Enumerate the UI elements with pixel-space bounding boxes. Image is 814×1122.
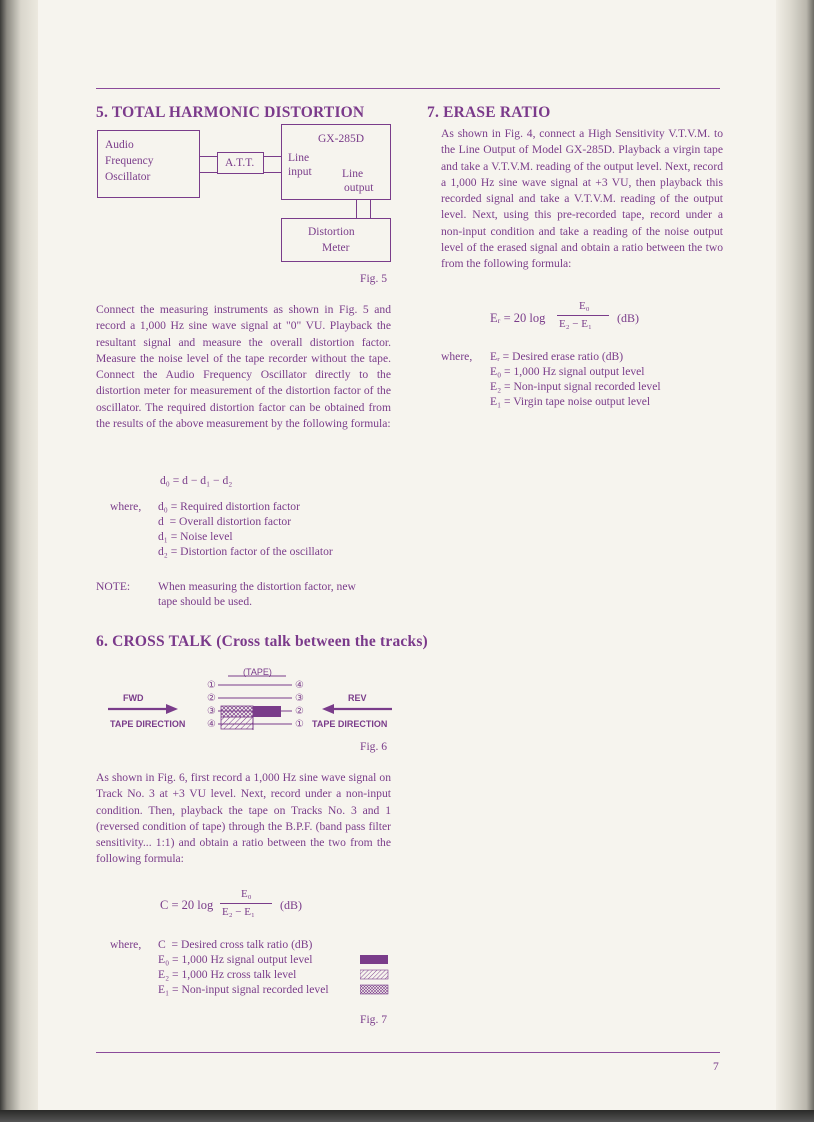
sec7-formula-lhs: Eᵣ = 20 log xyxy=(490,311,546,325)
fig7-caption: Fig. 7 xyxy=(360,1013,388,1026)
device-label: GX-285D xyxy=(318,133,364,145)
tape-label: (TAPE) xyxy=(243,667,272,677)
section-6-title: 6. CROSS TALK (Cross talk between the tracks) xyxy=(96,633,428,650)
sec6-def-1: E₀ = 1,000 Hz signal output level xyxy=(158,953,313,966)
line-input-1: Line xyxy=(288,152,310,164)
sec7-formula-den: E₂ − E₁ xyxy=(559,318,592,330)
line-output-2: output xyxy=(344,182,374,194)
right-num-4: ① xyxy=(295,719,304,730)
sec5-def-2: d₁ = Noise level xyxy=(158,530,233,543)
sec5-paragraph: Connect the measuring instruments as shown in Fig. 5 and record a 1,000 Hz sine wave signal at "0" VU. Playback the resultant signal and measure the overall distortion factor. Measure the noise level of the tape recorder without the tape. Connect the Audio Frequency Oscillator directly to the distortion meter for measurement of the distortion factor of the oscillator. The required distortion factor can be obtained from the results of the above measurement by the following formula: xyxy=(96,303,391,431)
att-label: A.T.T. xyxy=(225,157,255,169)
sec5-where: where, xyxy=(110,500,142,513)
right-num-2: ③ xyxy=(295,693,304,704)
line-output-1: Line xyxy=(342,168,364,180)
wire-dev-meter-1 xyxy=(356,199,357,218)
note-line-1: When measuring the distortion factor, new xyxy=(158,580,356,593)
sec5-formula: d₀ = d − d₁ − d₂ xyxy=(160,474,233,487)
note-line-2: tape should be used. xyxy=(158,595,253,608)
rev-label: REV xyxy=(348,693,367,703)
meter-label-1: Distortion xyxy=(308,226,355,238)
bottom-edge xyxy=(0,1110,814,1122)
meter-box xyxy=(281,218,391,262)
wire-dev-meter-2 xyxy=(370,199,371,218)
sec5-def-0: d₀ = Required distortion factor xyxy=(158,500,300,513)
sec6-formula-den: E₂ − E₁ xyxy=(222,906,255,918)
sec7-def-3: E₁ = Virgin tape noise output level xyxy=(490,395,651,408)
att-box xyxy=(217,152,264,174)
left-num-2: ② xyxy=(207,693,216,704)
tape-direction-left: TAPE DIRECTION xyxy=(110,719,186,729)
sec7-def-2: E₂ = Non-input signal recorded level xyxy=(490,380,661,393)
device-box xyxy=(281,124,391,200)
wire-osc-att-top xyxy=(199,156,217,157)
line-input-2: input xyxy=(288,166,312,178)
bottom-rule xyxy=(96,1052,720,1053)
oscillator-box xyxy=(97,130,200,198)
legend-signal-swatch xyxy=(360,955,388,964)
sec7-fraction-bar xyxy=(557,315,609,316)
sec6-formula-unit: (dB) xyxy=(280,898,302,912)
fig7-legend xyxy=(360,940,390,1000)
left-num-4: ④ xyxy=(207,719,216,730)
oscillator-label-1: Audio xyxy=(105,139,134,151)
sec6-def-2: E₂ = 1,000 Hz cross talk level xyxy=(158,968,297,981)
track-crosstalk-block xyxy=(221,717,253,729)
sec6-formula-lhs: C = 20 log xyxy=(160,898,214,912)
sec7-where: where, xyxy=(441,350,473,363)
fwd-label: FWD xyxy=(123,693,144,703)
book-spine xyxy=(0,0,38,1122)
wire-att-dev-top xyxy=(263,156,281,157)
page-number: 7 xyxy=(713,1060,719,1073)
sec5-def-3: d₂ = Distortion factor of the oscillator xyxy=(158,545,333,558)
fig6-diagram xyxy=(96,664,396,736)
sec7-formula-num: E₀ xyxy=(579,300,590,312)
sec6-paragraph: As shown in Fig. 6, first record a 1,000 Hz sine wave signal on Track No. 3 at +3 VU level. Next, record under a non-input condition. Then, playback the tape on Tracks No. 3 and 1 (reversed condition of tape) through the B.P.F. (band pass filter sensitivity... 1:1) and obtain a ratio between the two from the following formula: xyxy=(96,771,391,866)
track-non-input-block xyxy=(221,706,253,717)
right-num-1: ④ xyxy=(295,680,304,691)
sec7-def-0: Eᵣ = Desired erase ratio (dB) xyxy=(490,350,624,363)
sec6-def-3: E₁ = Non-input signal recorded level xyxy=(158,983,329,996)
fig5-caption: Fig. 5 xyxy=(360,272,388,285)
sec6-def-0: C = Desired cross talk ratio (dB) xyxy=(158,938,313,951)
section-7-title: 7. ERASE RATIO xyxy=(427,104,551,121)
sec7-formula-unit: (dB) xyxy=(617,311,639,325)
sec5-def-1: d = Overall distortion factor xyxy=(158,515,292,528)
page-edge xyxy=(776,0,814,1122)
oscillator-label-3: Oscillator xyxy=(105,171,151,183)
legend-non-input-swatch xyxy=(360,985,388,994)
top-rule xyxy=(96,88,720,89)
sec7-def-1: E₀ = 1,000 Hz signal output level xyxy=(490,365,645,378)
sec6-formula-num: E₀ xyxy=(241,888,252,900)
left-num-3: ③ xyxy=(207,706,216,717)
oscillator-label-2: Frequency xyxy=(105,155,154,167)
note-label: NOTE: xyxy=(96,580,131,593)
sec6-fraction-bar xyxy=(220,903,272,904)
sec7-paragraph: As shown in Fig. 4, connect a High Sensitivity V.T.V.M. to the Line Output of Model GX-285D. Playback a virgin tape and take a V.T.V.M. reading of the output level. Next, record a 1,000 Hz sine wave signal at +3 VU, then playback this recorded signal and take a V.T.V.M. reading of the output level. Next, using this pre-recorded tape, record under a non-input condition and take a reading of the noise output level of the erased signal and obtain a ratio between the two from the following formula: xyxy=(441,127,723,271)
left-num-1: ① xyxy=(207,680,216,691)
right-num-3: ② xyxy=(295,706,304,717)
section-5-title: 5. TOTAL HARMONIC DISTORTION xyxy=(96,104,365,121)
sec6-where: where, xyxy=(110,938,142,951)
meter-label-2: Meter xyxy=(322,242,350,254)
fig6-caption: Fig. 6 xyxy=(360,740,388,753)
wire-att-dev-bottom xyxy=(263,172,281,173)
legend-crosstalk-swatch xyxy=(360,970,388,979)
track-signal-block xyxy=(253,706,281,717)
wire-osc-att-bottom xyxy=(199,172,217,173)
tape-direction-right: TAPE DIRECTION xyxy=(312,719,388,729)
